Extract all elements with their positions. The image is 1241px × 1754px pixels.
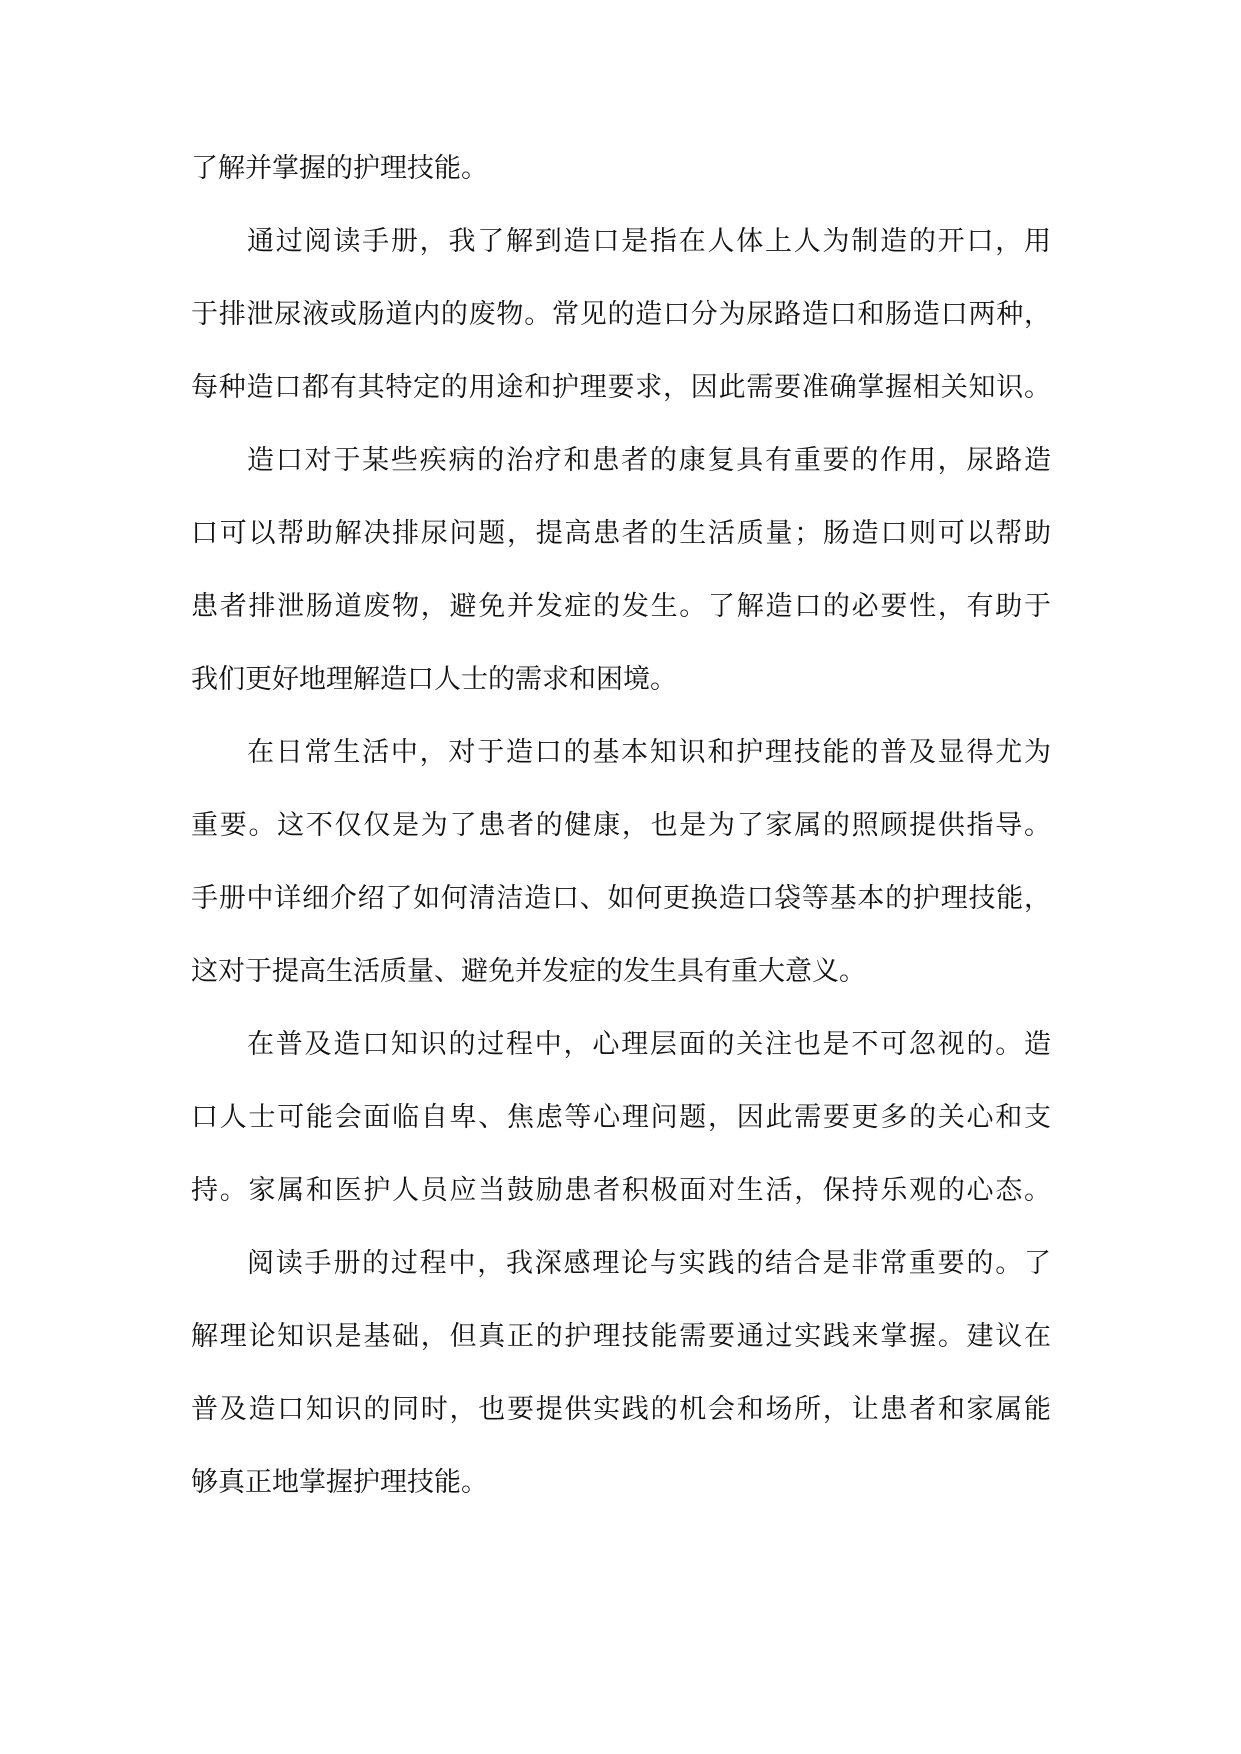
- paragraph-6-line-2: 解理论知识是基础，但真正的护理技能需要通过实践来掌握。建议在: [191, 1321, 1051, 1352]
- paragraph-3-line-3: 患者排泄肠道废物，避免并发症的发生。了解造口的必要性，有助于: [191, 591, 1051, 622]
- paragraph-4-line-1: 在日常生活中，对于造口的基本知识和护理技能的普及显得尤为: [247, 737, 1051, 768]
- paragraph-3-line-1: 造口对于某些疾病的治疗和患者的康复具有重要的作用，尿路造: [247, 445, 1051, 476]
- paragraph-3-line-4: 我们更好地理解造口人士的需求和困境。: [191, 664, 677, 695]
- body-text: [191, 146, 1051, 1533]
- paragraph-6-line-3: 普及造口知识的同时，也要提供实践的机会和场所，让患者和家属能: [191, 1394, 1051, 1425]
- paragraph-2-line-1: 通过阅读手册，我了解到造口是指在人体上人为制造的开口，用: [247, 226, 1051, 257]
- paragraph-3-line-2: 口可以帮助解决排尿问题，提高患者的生活质量；肠造口则可以帮助: [191, 518, 1051, 549]
- paragraph-5-line-2: 口人士可能会面临自卑、焦虑等心理问题，因此需要更多的关心和支: [191, 1102, 1051, 1133]
- paragraph-1-line-1: 了解并掌握的护理技能。: [191, 153, 488, 184]
- paragraph-4-line-4: 这对于提高生活质量、避免并发症的发生具有重大意义。: [191, 956, 866, 987]
- paragraph-4-line-3: 手册中详细介绍了如何清洁造口、如何更换造口袋等基本的护理技能，: [191, 883, 1051, 914]
- paragraph-2-line-2: 于排泄尿液或肠道内的废物。常见的造口分为尿路造口和肠造口两种，: [191, 299, 1051, 330]
- paragraph-5-line-3: 持。家属和医护人员应当鼓励患者积极面对生活，保持乐观的心态。: [191, 1175, 1051, 1206]
- paragraph-5-line-1: 在普及造口知识的过程中，心理层面的关注也是不可忽视的。造: [247, 1029, 1051, 1060]
- paragraph-2-line-3: 每种造口都有其特定的用途和护理要求，因此需要准确掌握相关知识。: [191, 372, 1051, 403]
- paragraph-4-line-2: 重要。这不仅仅是为了患者的健康，也是为了家属的照顾提供指导。: [191, 810, 1051, 841]
- paragraph-6-line-4: 够真正地掌握护理技能。: [191, 1467, 488, 1498]
- paragraph-6-line-1: 阅读手册的过程中，我深感理论与实践的结合是非常重要的。了: [247, 1248, 1051, 1279]
